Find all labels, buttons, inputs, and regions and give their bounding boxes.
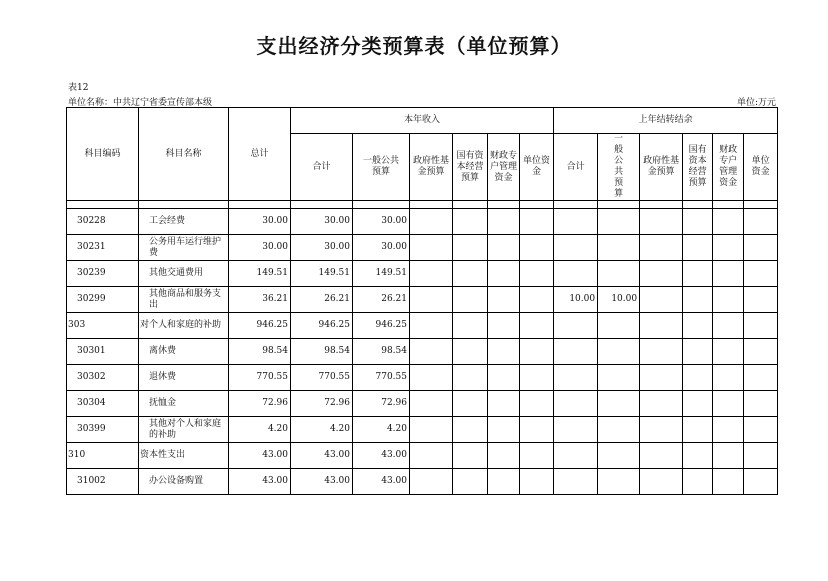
row-total: 98.54	[229, 339, 291, 365]
row-total: 72.96	[229, 391, 291, 417]
row-name: 公务用车运行维护费	[139, 235, 229, 261]
row-code: 30302	[67, 365, 139, 391]
row-cur-fund	[410, 261, 453, 287]
row-prev-soe	[683, 469, 713, 495]
row-total: 36.21	[229, 287, 291, 313]
row-cur-special	[488, 261, 520, 287]
row-cur-general: 4.20	[353, 417, 410, 443]
row-code: 30304	[67, 391, 139, 417]
row-code: 30301	[67, 339, 139, 365]
row-prev-sum	[554, 209, 598, 235]
row-prev-unit	[744, 261, 778, 287]
row-prev-special	[713, 443, 744, 469]
row-cur-special	[488, 339, 520, 365]
row-cur-fund	[410, 209, 453, 235]
header-carryover: 上年结转结余	[554, 108, 778, 134]
row-prev-general	[598, 235, 640, 261]
row-prev-general	[598, 209, 640, 235]
row-code: 30239	[67, 261, 139, 287]
row-code: 310	[67, 443, 139, 469]
header-prev-fund: 政府性基金预算	[640, 134, 683, 201]
table-number: 表12	[68, 83, 89, 93]
row-cur-sum: 26.21	[291, 287, 353, 313]
row-total: 30.00	[229, 235, 291, 261]
row-total: 30.00	[229, 209, 291, 235]
row-prev-soe	[683, 443, 713, 469]
row-total: 43.00	[229, 443, 291, 469]
row-prev-fund	[640, 417, 683, 443]
row-cur-special	[488, 469, 520, 495]
row-prev-unit	[744, 339, 778, 365]
row-prev-sum	[554, 469, 598, 495]
row-name: 工会经费	[139, 209, 229, 235]
row-code: 30299	[67, 287, 139, 313]
row-cur-fund	[410, 469, 453, 495]
unit-name: 单位名称：中共辽宁省委宣传部本级	[68, 98, 213, 108]
page-title: 支出经济分类预算表（单位预算）	[256, 34, 572, 58]
row-prev-general	[598, 443, 640, 469]
row-prev-sum	[554, 339, 598, 365]
row-prev-special	[713, 469, 744, 495]
row-prev-special	[713, 261, 744, 287]
row-cur-general: 30.00	[353, 209, 410, 235]
row-cur-general: 770.55	[353, 365, 410, 391]
table-row	[67, 261, 778, 287]
row-prev-general	[598, 417, 640, 443]
table-row	[67, 209, 778, 235]
row-cur-special	[488, 417, 520, 443]
row-prev-soe	[683, 261, 713, 287]
row-code: 30231	[67, 235, 139, 261]
row-prev-special	[713, 209, 744, 235]
row-cur-soe	[453, 313, 488, 339]
row-total: 43.00	[229, 469, 291, 495]
unit-label: 单位:万元	[736, 98, 776, 108]
row-prev-soe	[683, 391, 713, 417]
header-cur-fund: 政府性基金预算	[410, 134, 453, 201]
row-cur-sum: 30.00	[291, 209, 353, 235]
header-prev-sum: 合计	[554, 134, 598, 201]
row-cur-special	[488, 209, 520, 235]
row-cur-soe	[453, 287, 488, 313]
row-prev-sum	[554, 261, 598, 287]
row-prev-unit	[744, 443, 778, 469]
header-cur-sum: 合计	[291, 134, 353, 201]
row-prev-soe	[683, 209, 713, 235]
row-cur-fund	[410, 391, 453, 417]
header-code: 科目编码	[67, 108, 139, 201]
table-row	[67, 313, 778, 339]
row-prev-soe	[683, 235, 713, 261]
row-prev-fund	[640, 365, 683, 391]
row-prev-general	[598, 339, 640, 365]
row-cur-special	[488, 443, 520, 469]
row-name: 离休费	[139, 339, 229, 365]
row-prev-sum	[554, 313, 598, 339]
row-cur-soe	[453, 469, 488, 495]
row-cur-sum: 30.00	[291, 235, 353, 261]
row-cur-sum: 43.00	[291, 469, 353, 495]
row-prev-sum	[554, 391, 598, 417]
row-prev-fund	[640, 261, 683, 287]
table-row	[67, 339, 778, 365]
row-cur-sum: 149.51	[291, 261, 353, 287]
row-prev-fund	[640, 469, 683, 495]
row-prev-special	[713, 365, 744, 391]
row-prev-unit	[744, 287, 778, 313]
table-row	[67, 365, 778, 391]
row-cur-special	[488, 235, 520, 261]
row-prev-general	[598, 391, 640, 417]
row-prev-fund	[640, 313, 683, 339]
header-name: 科目名称	[139, 108, 229, 201]
row-prev-general: 10.00	[598, 287, 640, 313]
row-name: 退休费	[139, 365, 229, 391]
row-cur-general: 72.96	[353, 391, 410, 417]
table-row	[67, 287, 778, 313]
row-cur-general: 43.00	[353, 443, 410, 469]
header-total: 总计	[229, 108, 291, 201]
row-cur-unit	[520, 261, 554, 287]
row-cur-special	[488, 365, 520, 391]
row-prev-fund	[640, 209, 683, 235]
row-cur-unit	[520, 391, 554, 417]
row-prev-unit	[744, 391, 778, 417]
row-cur-general: 26.21	[353, 287, 410, 313]
row-cur-unit	[520, 287, 554, 313]
header-prev-general: 一般公共预算	[598, 134, 640, 201]
row-prev-sum	[554, 365, 598, 391]
row-cur-unit	[520, 417, 554, 443]
row-prev-special	[713, 391, 744, 417]
row-prev-general	[598, 365, 640, 391]
row-prev-soe	[683, 287, 713, 313]
row-cur-special	[488, 391, 520, 417]
row-prev-general	[598, 261, 640, 287]
row-total: 770.55	[229, 365, 291, 391]
row-total: 4.20	[229, 417, 291, 443]
row-cur-fund	[410, 287, 453, 313]
row-cur-unit	[520, 365, 554, 391]
header-current-income: 本年收入	[291, 108, 554, 134]
row-code: 30228	[67, 209, 139, 235]
header-prev-soe: 国有资本经营预算	[683, 134, 713, 201]
header-cur-general: 一般公共预算	[353, 134, 410, 201]
row-cur-fund	[410, 235, 453, 261]
row-cur-unit	[520, 469, 554, 495]
row-cur-general: 946.25	[353, 313, 410, 339]
row-cur-unit	[520, 339, 554, 365]
row-prev-special	[713, 235, 744, 261]
row-prev-soe	[683, 417, 713, 443]
row-prev-fund	[640, 339, 683, 365]
row-prev-soe	[683, 365, 713, 391]
row-cur-special	[488, 313, 520, 339]
row-prev-general	[598, 313, 640, 339]
table-row	[67, 235, 778, 261]
row-name: 其他对个人和家庭的补助	[139, 417, 229, 443]
row-cur-general: 30.00	[353, 235, 410, 261]
row-cur-fund	[410, 313, 453, 339]
budget-table	[66, 107, 778, 495]
header-cur-unit: 单位资金	[520, 134, 554, 201]
row-cur-general: 149.51	[353, 261, 410, 287]
row-prev-sum	[554, 443, 598, 469]
row-prev-soe	[683, 339, 713, 365]
row-cur-soe	[453, 261, 488, 287]
row-prev-special	[713, 417, 744, 443]
row-cur-sum: 72.96	[291, 391, 353, 417]
header-cur-special: 财政专户管理资金	[488, 134, 520, 201]
row-code: 303	[67, 313, 139, 339]
row-cur-unit	[520, 313, 554, 339]
table-row	[67, 469, 778, 495]
row-cur-soe	[453, 235, 488, 261]
row-cur-sum: 770.55	[291, 365, 353, 391]
row-cur-soe	[453, 209, 488, 235]
row-cur-general: 98.54	[353, 339, 410, 365]
table-row	[67, 417, 778, 443]
row-cur-soe	[453, 417, 488, 443]
row-total: 946.25	[229, 313, 291, 339]
row-prev-special	[713, 339, 744, 365]
row-prev-general	[598, 469, 640, 495]
row-cur-soe	[453, 443, 488, 469]
row-prev-special	[713, 287, 744, 313]
row-cur-sum: 43.00	[291, 443, 353, 469]
row-cur-unit	[520, 443, 554, 469]
row-cur-unit	[520, 209, 554, 235]
row-cur-general: 43.00	[353, 469, 410, 495]
row-prev-special	[713, 313, 744, 339]
row-cur-soe	[453, 339, 488, 365]
row-cur-soe	[453, 365, 488, 391]
row-prev-unit	[744, 313, 778, 339]
row-cur-sum: 946.25	[291, 313, 353, 339]
row-prev-fund	[640, 391, 683, 417]
row-prev-unit	[744, 235, 778, 261]
row-prev-soe	[683, 313, 713, 339]
row-name: 抚恤金	[139, 391, 229, 417]
header-prev-unit: 单位资金	[744, 134, 778, 201]
row-cur-unit	[520, 235, 554, 261]
row-cur-soe	[453, 391, 488, 417]
row-cur-special	[488, 287, 520, 313]
row-code: 31002	[67, 469, 139, 495]
row-cur-sum: 4.20	[291, 417, 353, 443]
row-prev-sum	[554, 235, 598, 261]
header-prev-special: 财政专户管理资金	[713, 134, 744, 201]
row-cur-sum: 98.54	[291, 339, 353, 365]
table-row	[67, 443, 778, 469]
row-prev-sum	[554, 417, 598, 443]
row-prev-unit	[744, 417, 778, 443]
row-prev-fund	[640, 287, 683, 313]
header-cur-soe: 国有资本经营预算	[453, 134, 488, 201]
row-code: 30399	[67, 417, 139, 443]
table-row	[67, 391, 778, 417]
row-name: 其他交通费用	[139, 261, 229, 287]
row-total: 149.51	[229, 261, 291, 287]
row-name: 办公设备购置	[139, 469, 229, 495]
row-prev-fund	[640, 443, 683, 469]
row-cur-fund	[410, 417, 453, 443]
row-prev-unit	[744, 209, 778, 235]
row-cur-fund	[410, 443, 453, 469]
row-prev-sum: 10.00	[554, 287, 598, 313]
row-prev-fund	[640, 235, 683, 261]
row-name: 其他商品和服务支出	[139, 287, 229, 313]
row-prev-unit	[744, 365, 778, 391]
row-name: 资本性支出	[139, 443, 229, 469]
row-cur-fund	[410, 365, 453, 391]
row-cur-fund	[410, 339, 453, 365]
row-prev-unit	[744, 469, 778, 495]
row-name: 对个人和家庭的补助	[139, 313, 229, 339]
